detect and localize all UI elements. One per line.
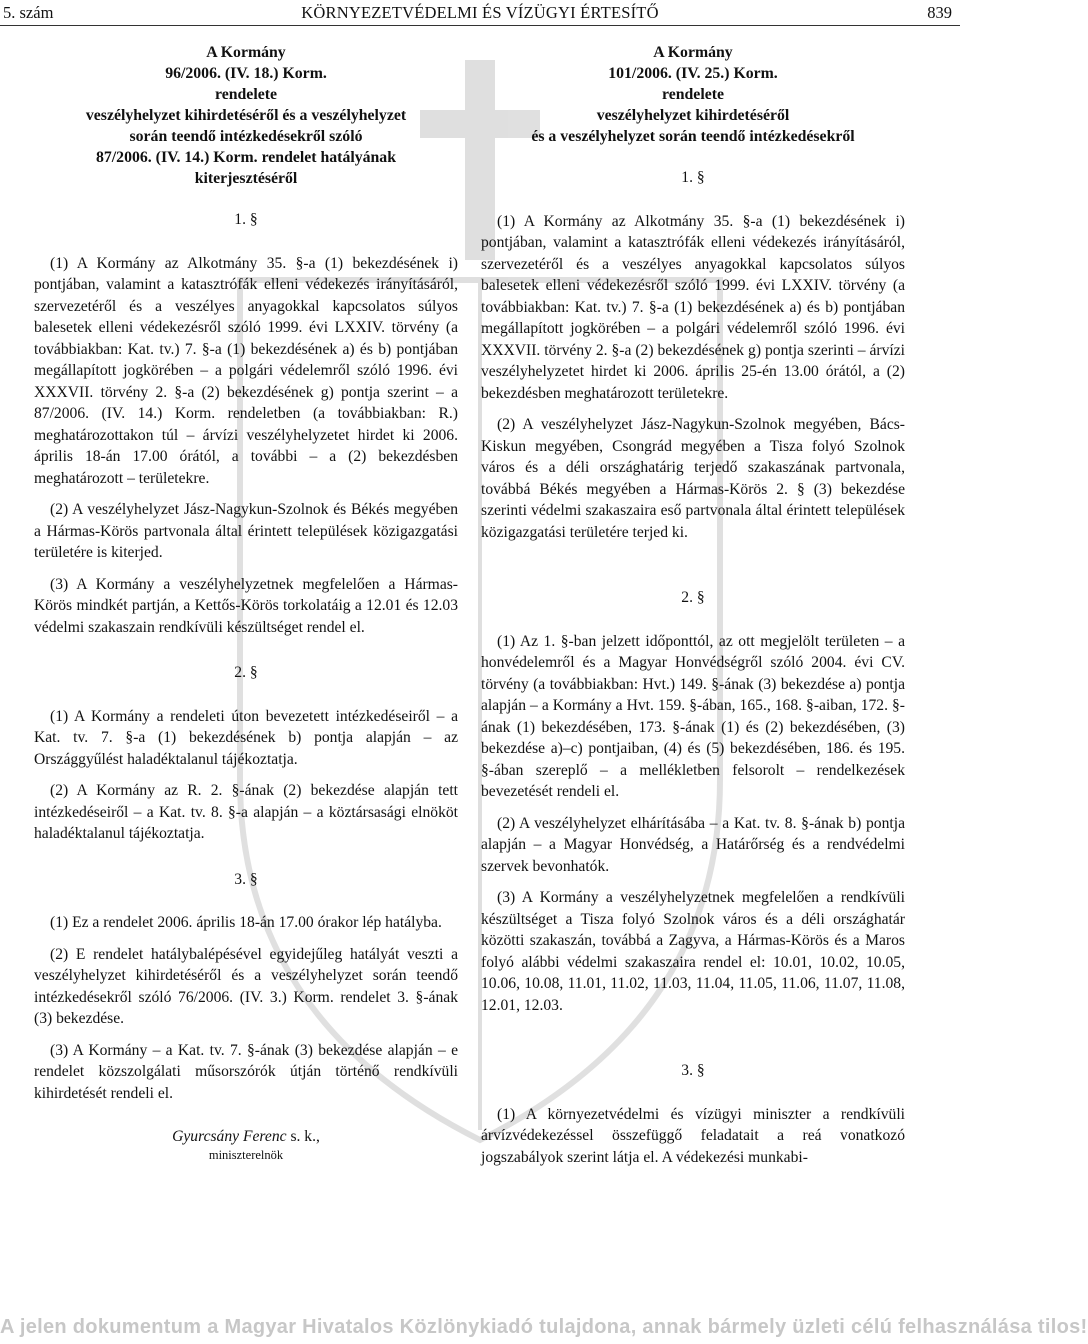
page-header	[0, 0, 960, 26]
paragraph: (1) A környezetvédelmi és vízügyi miniszter a rendkívüli árvízvédekezéssel összefüggő feladatait a reá vonatkozó jogszabályok szerint látja el. A védekezési munkabi-	[481, 1105, 905, 1166]
title-line: veszélyhelyzet kihirdetéséről és a veszélyhelyzet	[85, 107, 407, 124]
left-column	[34, 42, 458, 1162]
paragraph: (3) A Kormány a veszélyhelyzetnek megfelelően a Hármas-Körös mindkét partján, a Kettős-Körös torkolatáig a 12.01 és 12.03 védelmi szakaszain rendkívüli készültséget rendel el.	[34, 575, 458, 636]
section-heading: 1. §	[681, 169, 705, 186]
left-decree-title	[34, 42, 458, 189]
title-line: 101/2006. (IV. 25.) Korm.	[608, 65, 778, 82]
paragraph: (1) A Kormány az Alkotmány 35. §-a (1) bekezdésének i) pontjában, valamint a katasztrófák elleni védekezés irányításáról, szervezetéről és a veszélyes anyagokkal kapcsolatos súlyos balesetek elleni védekezésről szóló 1999. évi LXXIV. törvény (a továbbiakban: Kat. tv.) 7. §-a (1) bekezdésének a) és b) pontjában megállapított jogkörében – a polgári védelemről szóló 1996. évi XXXVII. törvény 2. §-a (2) bekezdésének g) pontja szerinti – árvízi veszélyhelyzetet hirdet ki 2006. április 25-én 13.00 órától, a (2) bekezdésben meghatározott területekre.	[481, 212, 905, 402]
title-line: 87/2006. (IV. 14.) Korm. rendelet hatályának	[96, 149, 396, 166]
section-heading: 2. §	[234, 664, 258, 681]
paragraph: (1) Az 1. §-ban jelzett időponttól, az ott megjelölt területen – a honvédelemről és a Magyar Honvédségről szóló 2004. évi CV. törvény (a továbbiakban: Hvt.) 149. §-ának (3) bekezdése a) pontja alapján – a Kormány a Hvt. 159. §-ában, 165., 168. §-aiban, 172. §-ának (1) bekezdésében, 173. §-ának (1) és (2) bekezdésében, (3) bekezdése a)–c) pontjaiban, (4) és (5) bekezdésében, 186. és 195. §-ában szereplő – a mellékletben felsorolt – rendelkezések bevezetését rendeli el.	[481, 632, 905, 800]
title-line: 96/2006. (IV. 18.) Korm.	[165, 65, 327, 82]
signatory-role: miniszterelnök	[208, 1147, 284, 1162]
paragraph: (2) A veszélyhelyzet Jász-Nagykun-Szolnok megyében, Bács-Kiskun megyében, Csongrád megyében a Tisza folyó Szolnok város és a déli országhatárig terjedő szakaszának partvonala, továbbá Békés megyében a Hármas-Körös 2. § (3) bekezdése szerinti védelmi szakaszaira eső partvonala által érintett települések közigazgatási területére terjed ki.	[481, 416, 905, 541]
paragraph: (1) Ez a rendelet 2006. április 18-án 17.00 órakor lép hatályba.	[50, 914, 442, 931]
section-heading: 3. §	[681, 1062, 705, 1079]
title-line: során teendő intézkedésekről szóló	[129, 128, 363, 145]
paragraph: (2) E rendelet hatálybalépésével egyidejűleg hatályát veszti a veszélyhelyzet kihirdetéséről és a veszélyhelyzet során teendő intézkedésekről szóló 76/2006. (IV. 3.) Korm. rendelet 3. §-ának (3) bekezdése.	[34, 945, 458, 1027]
paragraph: (2) A Kormány az R. 2. §-ának (2) bekezdése alapján tett intézkedéseiről – a Kat. tv. 8. §-a alapján – a köztársasági elnököt haladéktalanul tájékoztatja.	[34, 782, 458, 842]
signature-block	[34, 1126, 458, 1162]
section-heading: 3. §	[234, 870, 258, 888]
right-decree-title	[481, 42, 905, 147]
ownership-watermark: A jelen dokumentum a Magyar Hivatalos Közlönykiadó tulajdona, annak bármely üzleti célú felhasználása tilos!	[0, 1316, 1088, 1338]
header-rule	[0, 25, 960, 26]
paragraph: (3) A Kormány – a Kat. tv. 7. §-ának (3) bekezdése alapján – e rendelet közszolgálati műsorszórók útján történő rendkívüli kihirdetését rendeli el.	[34, 1041, 458, 1102]
signatory-suffix: s. k.,	[286, 1128, 320, 1145]
paragraph: (1) A Kormány az Alkotmány 35. §-a (1) bekezdésének i) pontjában, valamint a katasztrófák elleni védekezés irányításáról, szervezetéről és a veszélyes anyagokkal kapcsolatos súlyos balesetek elleni védekezésről szóló 1999. évi LXXIV. törvény (a továbbiakban: Kat. tv.) 7. §-a (1) bekezdésének a) és b) pontjában megállapított jogkörében – a polgári védelemről szóló 1996. évi XXXVII. törvény 2. §-a (2) bekezdésének g) pontja szerint – a 87/2006. (IV. 14.) Korm. rendeletben (a továbbiakban: R.) meghatározottakon túl – árvízi veszélyhelyzetet hirdet ki 2006. április 18-án 17.00 órától, a további – a (2) bekezdésben meghatározott – területekre.	[34, 254, 458, 487]
issue-number: 5. szám	[3, 3, 54, 22]
paragraph: (2) A veszélyhelyzet Jász-Nagykun-Szolnok és Békés megyében a Hármas-Körös partvonala által érintett települések közigazgatási területére is kiterjed.	[34, 501, 458, 561]
section-heading: 2. §	[681, 589, 705, 606]
title-line: A Kormány	[653, 44, 733, 61]
paragraph: (1) A Kormány a rendeleti úton bevezetett intézkedéseiről – a Kat. tv. 7. §-a (1) bekezdésének b) pontja alapján – az Országgyűlést haladéktalanul tájékoztatja.	[34, 707, 458, 768]
paragraph: (2) A veszélyhelyzet elhárításába – a Kat. tv. 8. §-ának b) pontja alapján – a Magyar Honvédség, a Határőrség és a rendvédelmi szervek bevonhatók.	[481, 814, 905, 875]
title-line: rendelete	[662, 86, 724, 103]
right-column	[481, 42, 905, 1178]
page-number: 839	[927, 3, 952, 22]
signatory-name: Gyurcsány Ferenc	[172, 1128, 287, 1145]
section-heading: 1. §	[234, 211, 258, 228]
title-line: veszélyhelyzet kihirdetéséről	[596, 107, 790, 124]
title-line: rendelete	[215, 86, 277, 103]
title-line: és a veszélyhelyzet során teendő intézkedésekről	[531, 128, 855, 145]
title-line: A Kormány	[206, 44, 286, 61]
journal-title: KÖRNYEZETVÉDELMI ÉS VÍZÜGYI ÉRTESÍTŐ	[301, 3, 659, 22]
title-line: kiterjesztéséről	[194, 170, 298, 187]
paragraph: (3) A Kormány a veszélyhelyzetnek megfelelően a rendkívüli készültséget a Tisza folyó Szolnok város és a déli országhatár közötti szakaszán, továbbá a Zagyva, a Hármas-Körös és a Maros folyó alábbi védelmi szakaszaira rendel el: 10.01, 10.02, 10.05, 10.06, 10.08, 11.01, 11.02, 11.03, 11.04, 11.05, 11.06, 11.07, 11.08, 12.01, 12.03.	[481, 889, 905, 1014]
